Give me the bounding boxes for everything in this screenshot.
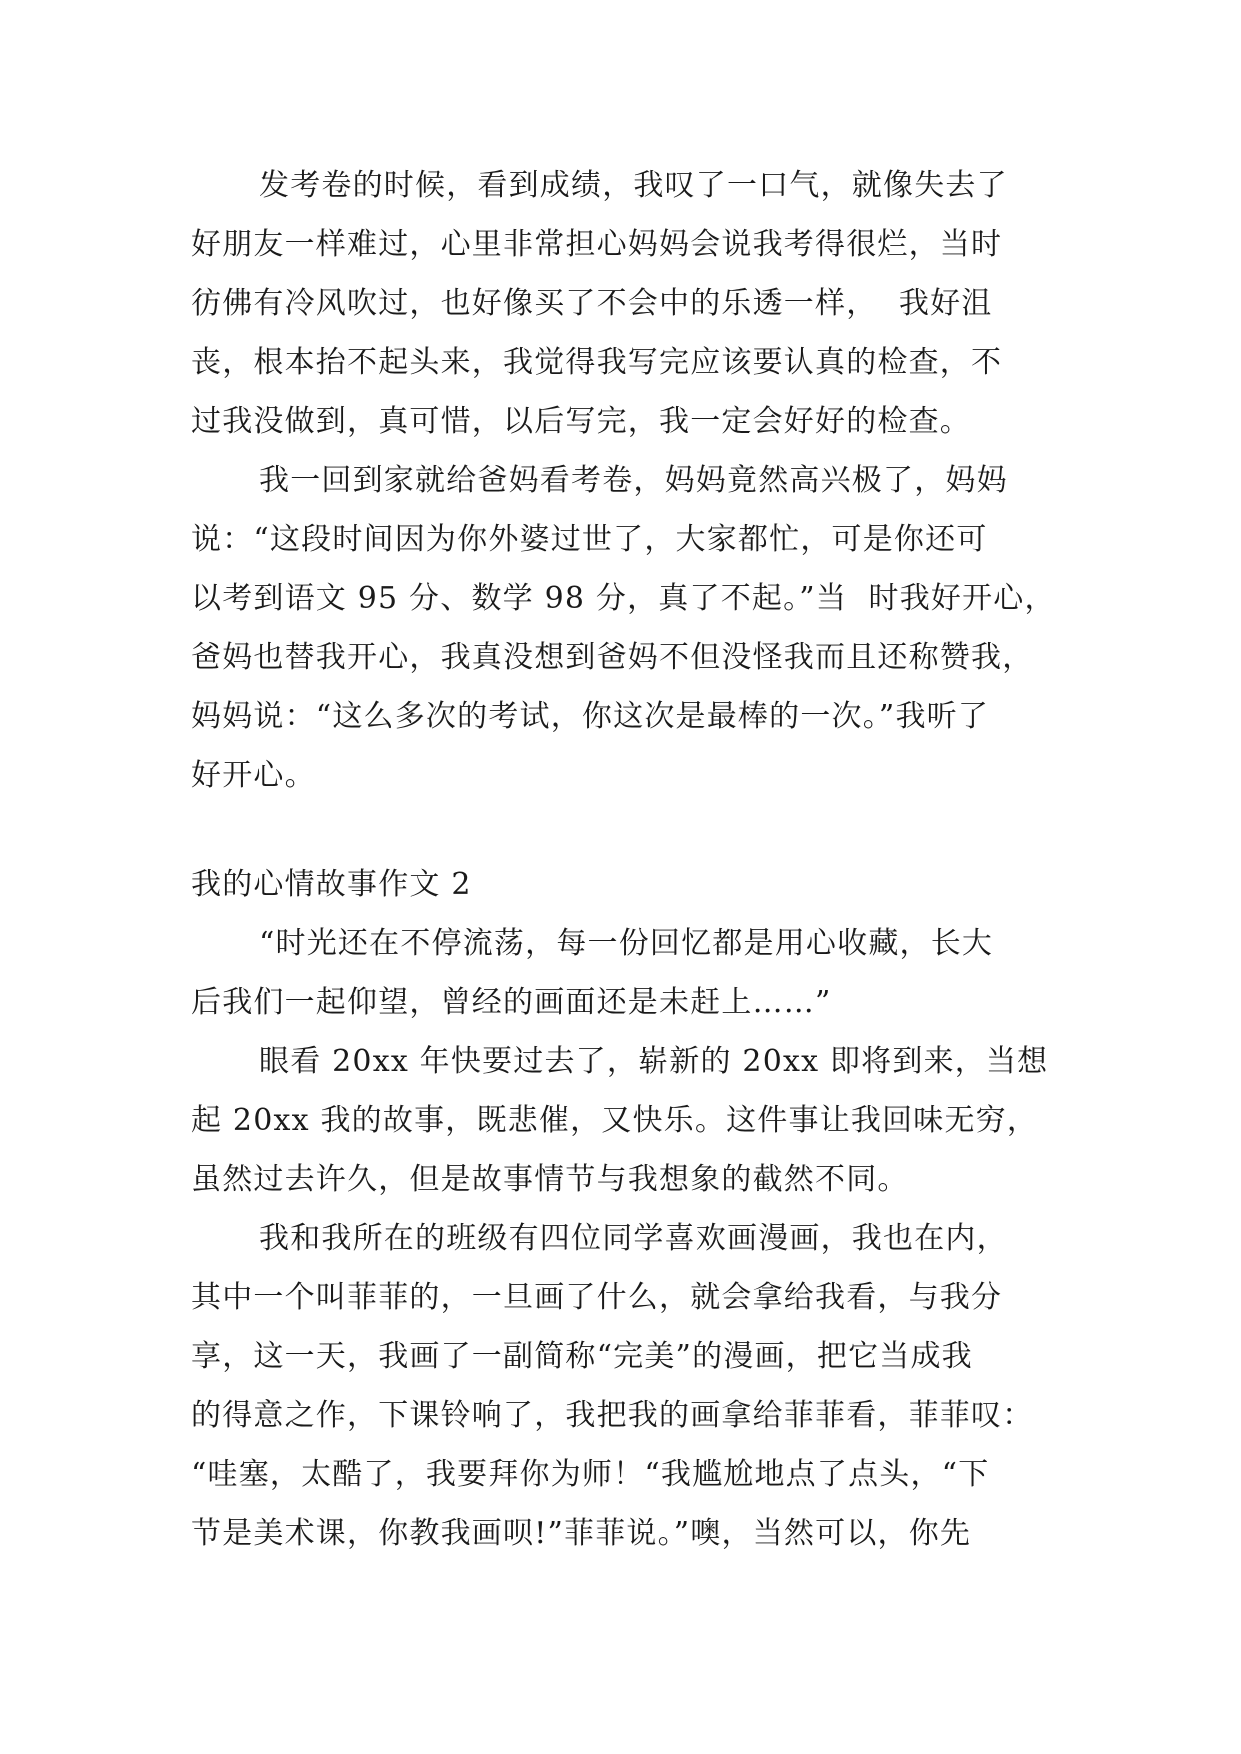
paragraph-4-line-2: 起 20xx 我的故事，既悲催，又快乐。这件事让我回味无穷， xyxy=(191,1103,1039,1138)
paragraph-1-line-3: 彷佛有冷风吹过，也好像买了不会中的乐透一样， 我好沮 xyxy=(191,286,993,321)
paragraph-5-line-4: 的得意之作，下课铃响了，我把我的画拿给菲菲看，菲菲叹： xyxy=(191,1398,1034,1433)
paragraph-4-line-1: 眼看 20xx 年快要过去了，崭新的 20xx 即将到来，当想 xyxy=(259,1044,1049,1079)
paragraph-1-line-5: 过我没做到，真可惜，以后写完，我一定会好好的检查。 xyxy=(191,404,971,439)
paragraph-5-line-1: 我和我所在的班级有四位同学喜欢画漫画，我也在内， xyxy=(259,1221,1008,1256)
paragraph-3-line-1: “时光还在不停流荡，每一份回忆都是用心收藏，长大 xyxy=(259,926,994,961)
paragraph-5-line-6: 节是美术课，你教我画呗!”菲菲说。”噢，当然可以，你先 xyxy=(191,1516,972,1551)
paragraph-2-line-1: 我一回到家就给爸妈看考卷，妈妈竟然高兴极了，妈妈 xyxy=(259,463,1008,498)
section-heading: 我的心情故事作文 2 xyxy=(191,867,472,902)
paragraph-1-line-1: 发考卷的时候，看到成绩，我叹了一口气，就像失去了 xyxy=(259,168,1008,203)
paragraph-1-line-4: 丧，根本抬不起头来，我觉得我写完应该要认真的检查，不 xyxy=(191,345,1003,380)
paragraph-2-line-5: 妈妈说：“这么多次的考试，你这次是最棒的一次。”我听了 xyxy=(191,699,990,734)
paragraph-2-line-3: 以考到语文 95 分、数学 98 分，真了不起。”当 时我好开心， xyxy=(191,581,1056,616)
paragraph-5-line-2: 其中一个叫菲菲的，一旦画了什么，就会拿给我看，与我分 xyxy=(191,1280,1003,1315)
paragraph-2-line-2: 说：“这段时间因为你外婆过世了，大家都忙，可是你还可 xyxy=(191,522,988,557)
paragraph-1-line-2: 好朋友一样难过，心里非常担心妈妈会说我考得很烂，当时 xyxy=(191,227,1003,262)
paragraph-2-line-4: 爸妈也替我开心，我真没想到爸妈不但没怪我而且还称赞我， xyxy=(191,640,1034,675)
paragraph-5-line-3: 享，这一天，我画了一副简称“完美”的漫画，把它当成我 xyxy=(191,1339,973,1374)
paragraph-5-line-5: “哇塞，太酷了，我要拜你为师！“我尴尬地点了点头，“下 xyxy=(191,1457,990,1492)
paragraph-2-line-6: 好开心。 xyxy=(191,758,316,793)
paragraph-3-line-2: 后我们一起仰望，曾经的画面还是未赶上……” xyxy=(191,985,832,1020)
paragraph-4-line-3: 虽然过去许久，但是故事情节与我想象的截然不同。 xyxy=(191,1162,909,1197)
